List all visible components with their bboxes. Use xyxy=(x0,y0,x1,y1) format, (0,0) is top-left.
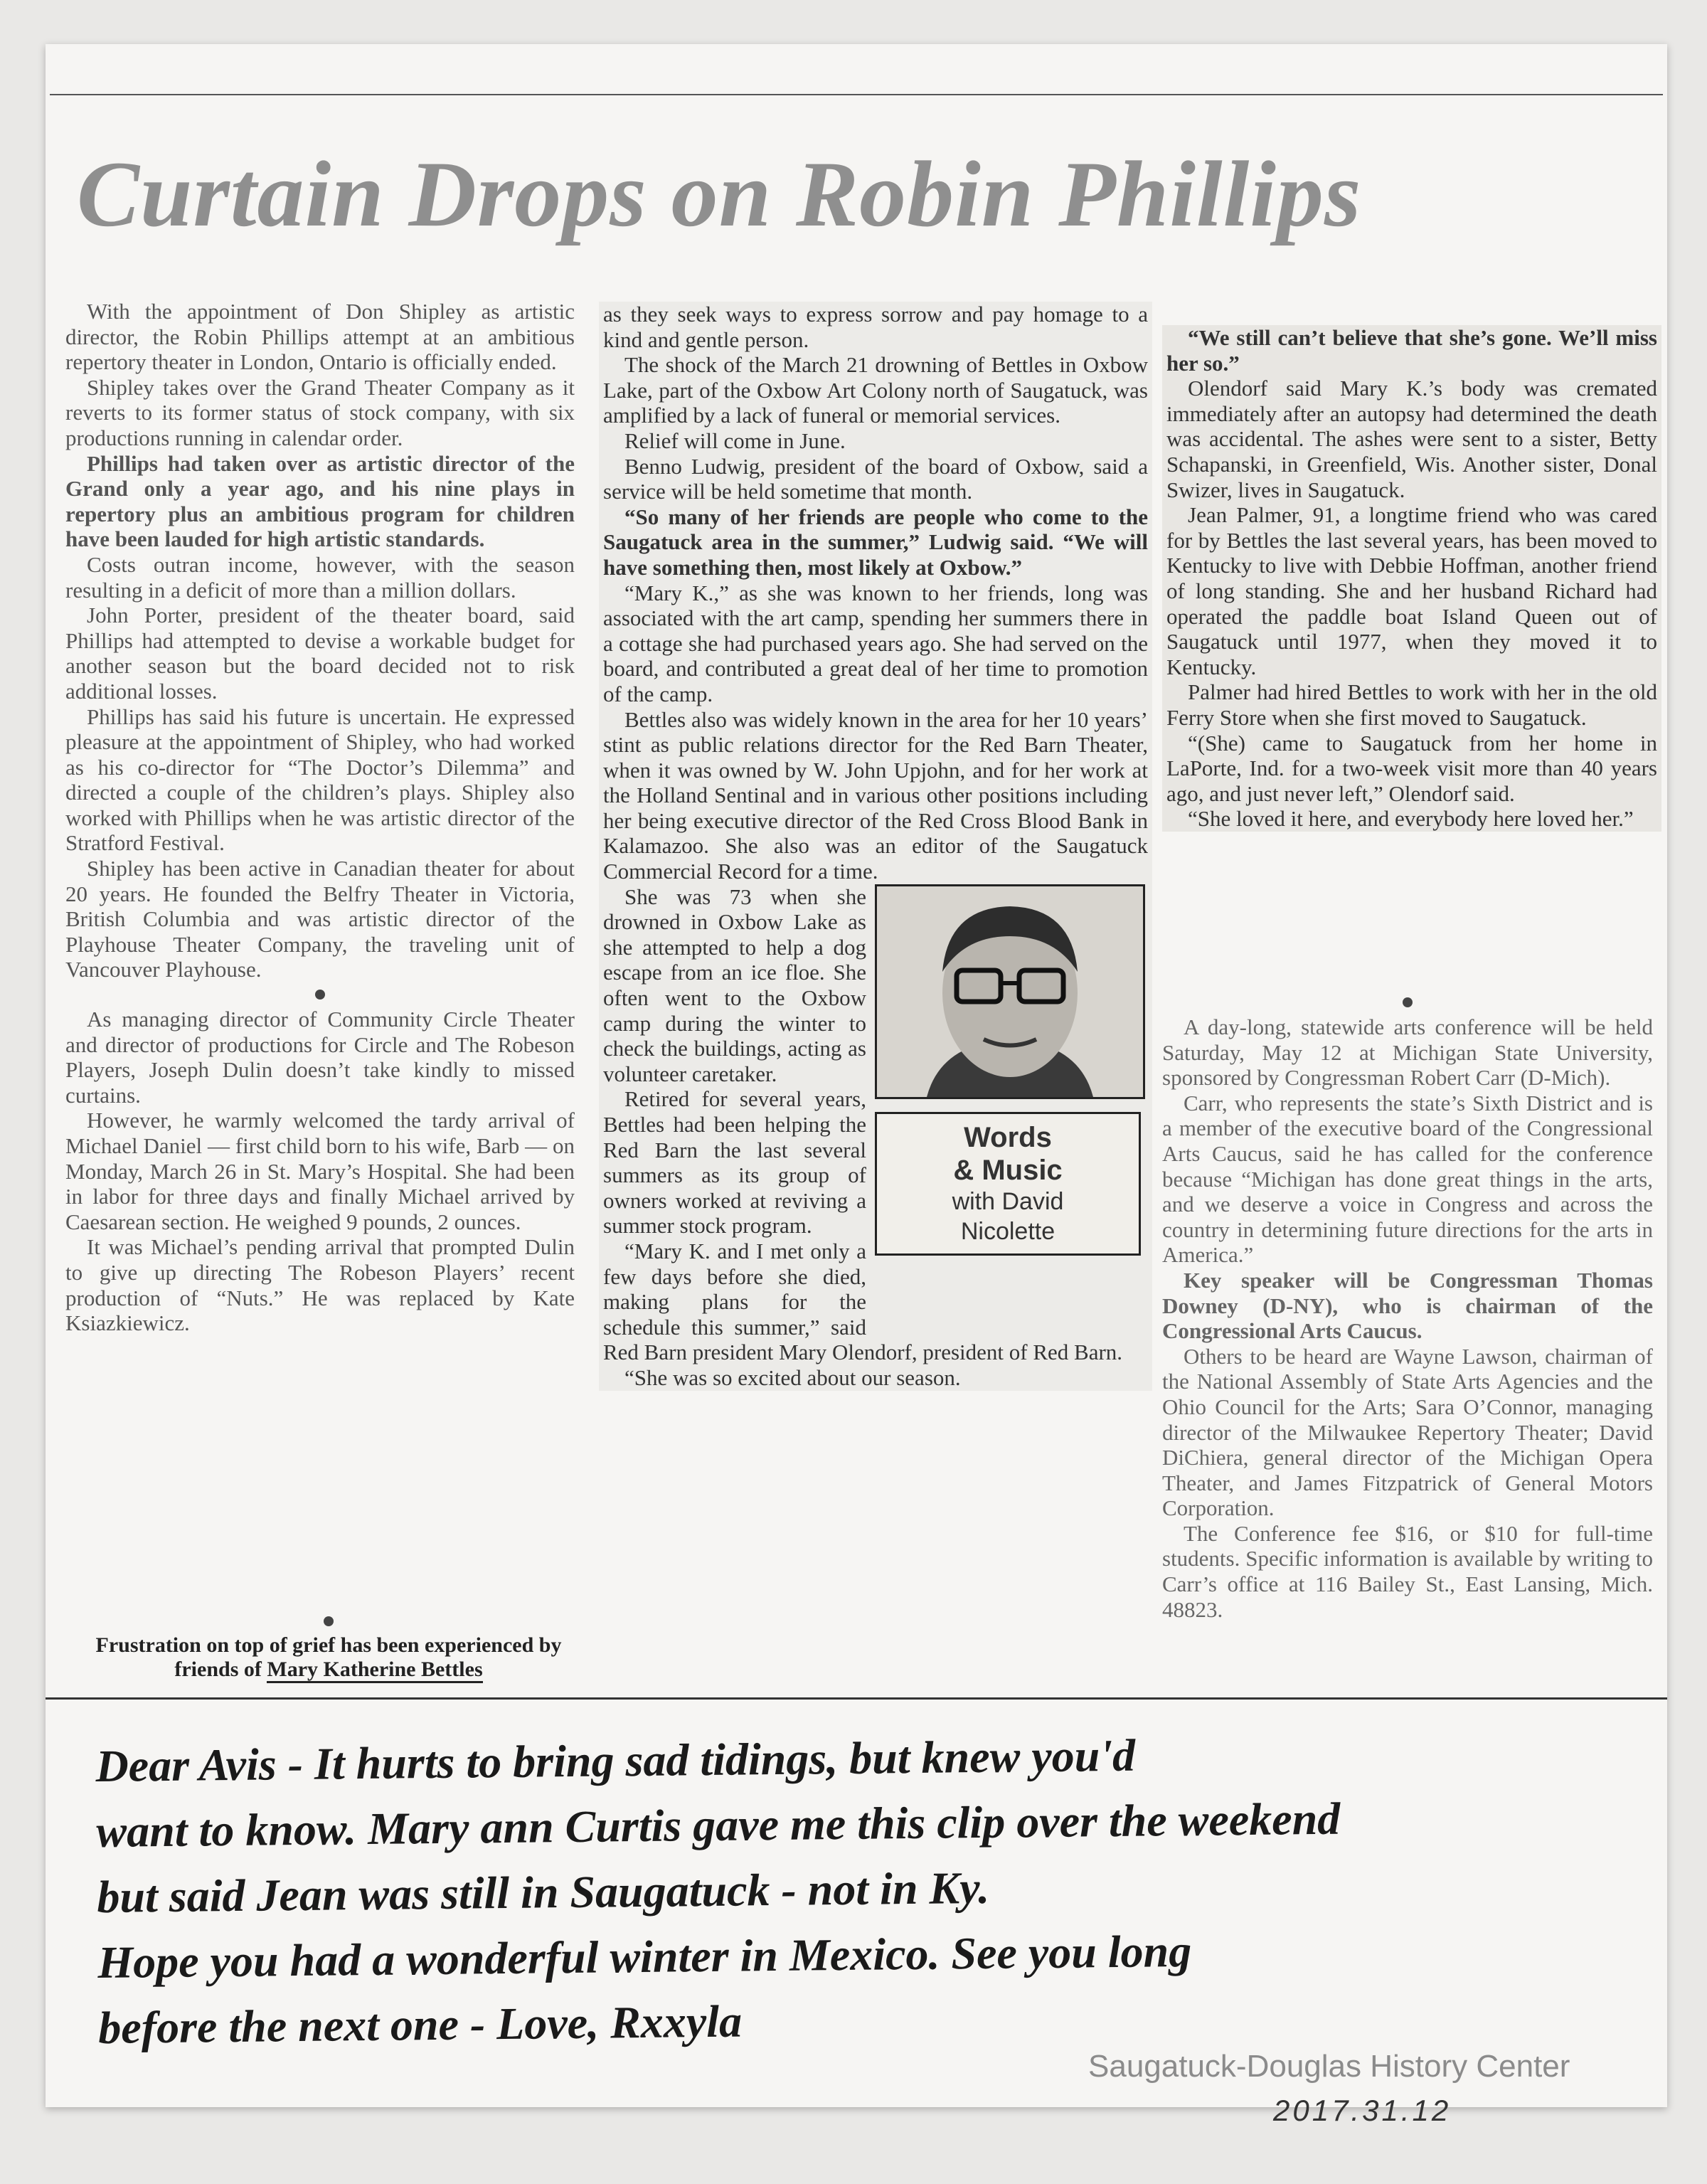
handwritten-note xyxy=(95,1717,1649,2061)
sidebar-line-2: & Music xyxy=(953,1154,1063,1186)
note-line: Dear Avis - It hurts to bring sad tidings, but knew you'd xyxy=(95,1729,1136,1791)
sidebar-line-3: with David xyxy=(952,1187,1064,1215)
paragraph: “So many of her friends are people who come to the Saugatuck area in the summer,” Ludwig said. “We will have something then, most likely at Oxbow.” xyxy=(603,504,1148,580)
column-1 xyxy=(65,299,575,1336)
newspaper-page xyxy=(46,44,1667,1697)
paragraph: With the appointment of Don Shipley as artistic director, the Robin Phillips attempt at an ambitious repertory theater in London, Ontario is officially ended. xyxy=(65,299,575,375)
column-3 xyxy=(1162,325,1661,832)
note-line: but said Jean was still in Saugatuck - not in Ky. xyxy=(97,1862,990,1922)
paragraph: It was Michael’s pending arrival that prompted Dulin to give up directing The Robeson Players’ recent production of “Nuts.” He was replaced by Kate Ksiazkiewicz. xyxy=(65,1234,575,1336)
paragraph: The Conference fee $16, or $10 for full-time students. Specific information is available by writing to Carr’s office at 116 Bailey St., East Lansing, Mich. 48823. xyxy=(1162,1520,1653,1622)
section-dot xyxy=(1403,997,1413,1007)
paragraph: She was 73 when she drowned in Oxbow Lake as she attempted to help a dog escape from an ice floe. She often went to the Oxbow camp during the winter to check the buildings, acting as volunteer caretaker. xyxy=(603,884,866,1086)
paragraph: Palmer had hired Bettles to work with her in the old Ferry Store when she first moved to Saugatuck. xyxy=(1166,679,1657,730)
paragraph: Key speaker will be Congressman Thomas Downey (D-NY), who is chairman of the Congressional Arts Caucus. xyxy=(1162,1267,1653,1344)
paragraph: Costs outran income, however, with the season resulting in a deficit of more than a million dollars. xyxy=(65,551,575,603)
bettles-teaser xyxy=(65,1609,592,1682)
paragraph: “Mary K.,” as she was known to her friends, long was associated with the art camp, spending her summers there in a cottage she had purchased years ago. She had served on the board, and contributed a great deal of her time to promotion of the camp. xyxy=(603,580,1148,706)
column-4 xyxy=(1162,990,1653,1622)
column-2 xyxy=(599,302,1152,1391)
paragraph: “(She) came to Saugatuck from her home in LaPorte, Ind. for a two-week visit more than 40 years ago, and just never left,” Olendorf said. xyxy=(1166,730,1657,806)
note-line: want to know. Mary ann Curtis gave me this clip over the weekend xyxy=(96,1793,1341,1857)
paragraph: However, he warmly welcomed the tardy arrival of Michael Daniel — first child born to his wife, Barb — on Monday, March 26 in St. Mary’s Hospital. She had been in labor for three days and finally Michael arrived by Caesarean section. He weighed 9 pounds, 2 ounces. xyxy=(65,1108,575,1234)
paragraph: Retired for several years, Bettles had been helping the Red Barn the last several summers as its group of owners worked at reviving a summer stock program. xyxy=(603,1086,866,1239)
paragraph: Carr, who represents the state’s Sixth District and is a member of the executive board of the Congressional Arts Caucus, said he has called for the conference because “Michigan has done great things in the arts, and we deserve a voice in Congress and across the country in determining future directions for the arts in America.” xyxy=(1162,1090,1653,1268)
paragraph: As managing director of Community Circle Theater and director of productions for Circle and The Robeson Players, Joseph Dulin doesn’t take kindly to missed curtains. xyxy=(65,1007,575,1108)
paragraph: Jean Palmer, 91, a longtime friend who was cared for by Bettles the last several years, has been moved to Kentucky to live with Debbie Hoffman, another friend of long standing. She and her husband Richard had operated the paddle boat Island Queen out of Saugatuck until 1977, when they moved it to Kentucky. xyxy=(1166,502,1657,679)
portrait-image xyxy=(877,886,1143,1097)
section-dot xyxy=(315,990,325,1000)
clipping-bottom-rule xyxy=(46,1697,1667,1700)
phillips-article xyxy=(65,299,575,982)
paragraph: Relief will come in June. xyxy=(624,428,846,453)
note-line: before the next one - Love, Rxxyla xyxy=(97,1995,743,2053)
note-line: Hope you had a wonderful winter in Mexico. See you long xyxy=(97,1925,1192,1988)
paragraph: “She loved it here, and everybody here loved her.” xyxy=(1188,806,1634,832)
sidebar-line-4: Nicolette xyxy=(960,1217,1055,1245)
paragraph: “She was so excited about our season. xyxy=(624,1364,961,1390)
teaser-text: Frustration on top of grief has been experienced by friends of xyxy=(95,1633,562,1681)
paragraph: Benno Ludwig, president of the board of Oxbow, said a service will be held sometime that month. xyxy=(603,453,1148,504)
paragraph: The shock of the March 21 drowning of Bettles in Oxbow Lake, part of the Oxbow Art Colony north of Saugatuck, was amplified by a lack of funeral or memorial services. xyxy=(603,352,1148,428)
headline: Curtain Drops on Robin Phillips xyxy=(77,142,1362,246)
teaser-name: Mary Katherine Bettles xyxy=(267,1658,482,1683)
paragraph: Shipley has been active in Canadian theater for about 20 years. He founded the Belfry Theater in Victoria, British Columbia and was artistic director of the Playhouse Theater Company, the traveling unit of Vancouver Playhouse. xyxy=(65,856,575,982)
photo-sidebar xyxy=(875,884,1148,1340)
paragraph: A day-long, statewide arts conference will be held Saturday, May 12 at Michigan State University, sponsored by Congressman Robert Carr (D-Mich). xyxy=(1162,1014,1653,1091)
paragraph: “Mary K. and I met only a few days before she died, making plans for the schedule this summer,” said Red Barn president Mary Olendorf, president of Red Barn. xyxy=(603,1238,1123,1365)
paragraph: Others to be heard are Wayne Lawson, chairman of the National Assembly of State Arts Agencies and the Ohio Council for the Arts; Sara O’Connor, managing director of the Milwaukee Repertory Theater; David DiChiera, general director of the Michigan Opera Theater, and James Fitzpatrick of General Motors Corporation. xyxy=(1162,1343,1653,1521)
archive-watermark: Saugatuck-Douglas History Center xyxy=(1088,2049,1570,2084)
catalog-number: 2017.31.12 xyxy=(1273,2094,1452,2127)
top-rule xyxy=(50,94,1663,95)
newspaper-clipping xyxy=(46,44,1667,2107)
arts-conference-article xyxy=(1162,1014,1653,1622)
bettles-article-part-3 xyxy=(1166,325,1657,832)
paragraph: Olendorf said Mary K.’s body was cremated immediately after an autopsy had determined the death was accidental. The ashes were sent to a sister, Betty Schapanski, in Greenfield, Wis. Another sister, Donal Swizer, lives in Saugatuck. xyxy=(1166,376,1657,502)
sidebar-line-1: Words xyxy=(964,1121,1052,1153)
bettles-article-part-1 xyxy=(603,302,1148,884)
paragraph: “We still can’t believe that she’s gone. We’ll miss her so.” xyxy=(1166,325,1657,376)
paragraph: Shipley takes over the Grand Theater Company as it reverts to its former status of stock company, with six productions running in calendar order. xyxy=(65,374,575,450)
paragraph: Phillips has said his future is uncertain. He expressed pleasure at the appointment of Shipley, who had worked as his co-director for “The Doctor’s Dilemma” and directed a couple of the children’s plays. Shipley also worked with Phillips when he was artistic director of the Stratford Festival. xyxy=(65,704,575,856)
paragraph: as they seek ways to express sorrow and pay homage to a kind and gentle person. xyxy=(603,302,1148,352)
columnist-photo xyxy=(875,884,1145,1099)
section-dot xyxy=(324,1616,334,1626)
paragraph: John Porter, president of the theater board, said Phillips had attempted to devise a workable budget for another season but the board decided not to risk additional losses. xyxy=(65,603,575,704)
dulin-article xyxy=(65,1007,575,1336)
paragraph: Bettles also was widely known in the area for her 10 years’ stint as public relations director for the Red Barn Theater, when it was owned by W. John Upjohn, and for her work at the Holland Sentinal and in various other positions including her being executive director of the Red Cross Blood Bank in Kalamazoo. She also was an editor of the Saugatuck Commercial Record for a time. xyxy=(603,706,1148,884)
paragraph: Phillips had taken over as artistic director of the Grand only a year ago, and his nine plays in repertory plus an ambitious program for children have been lauded for high artistic standards. xyxy=(65,450,575,552)
words-and-music-box xyxy=(875,1112,1141,1256)
